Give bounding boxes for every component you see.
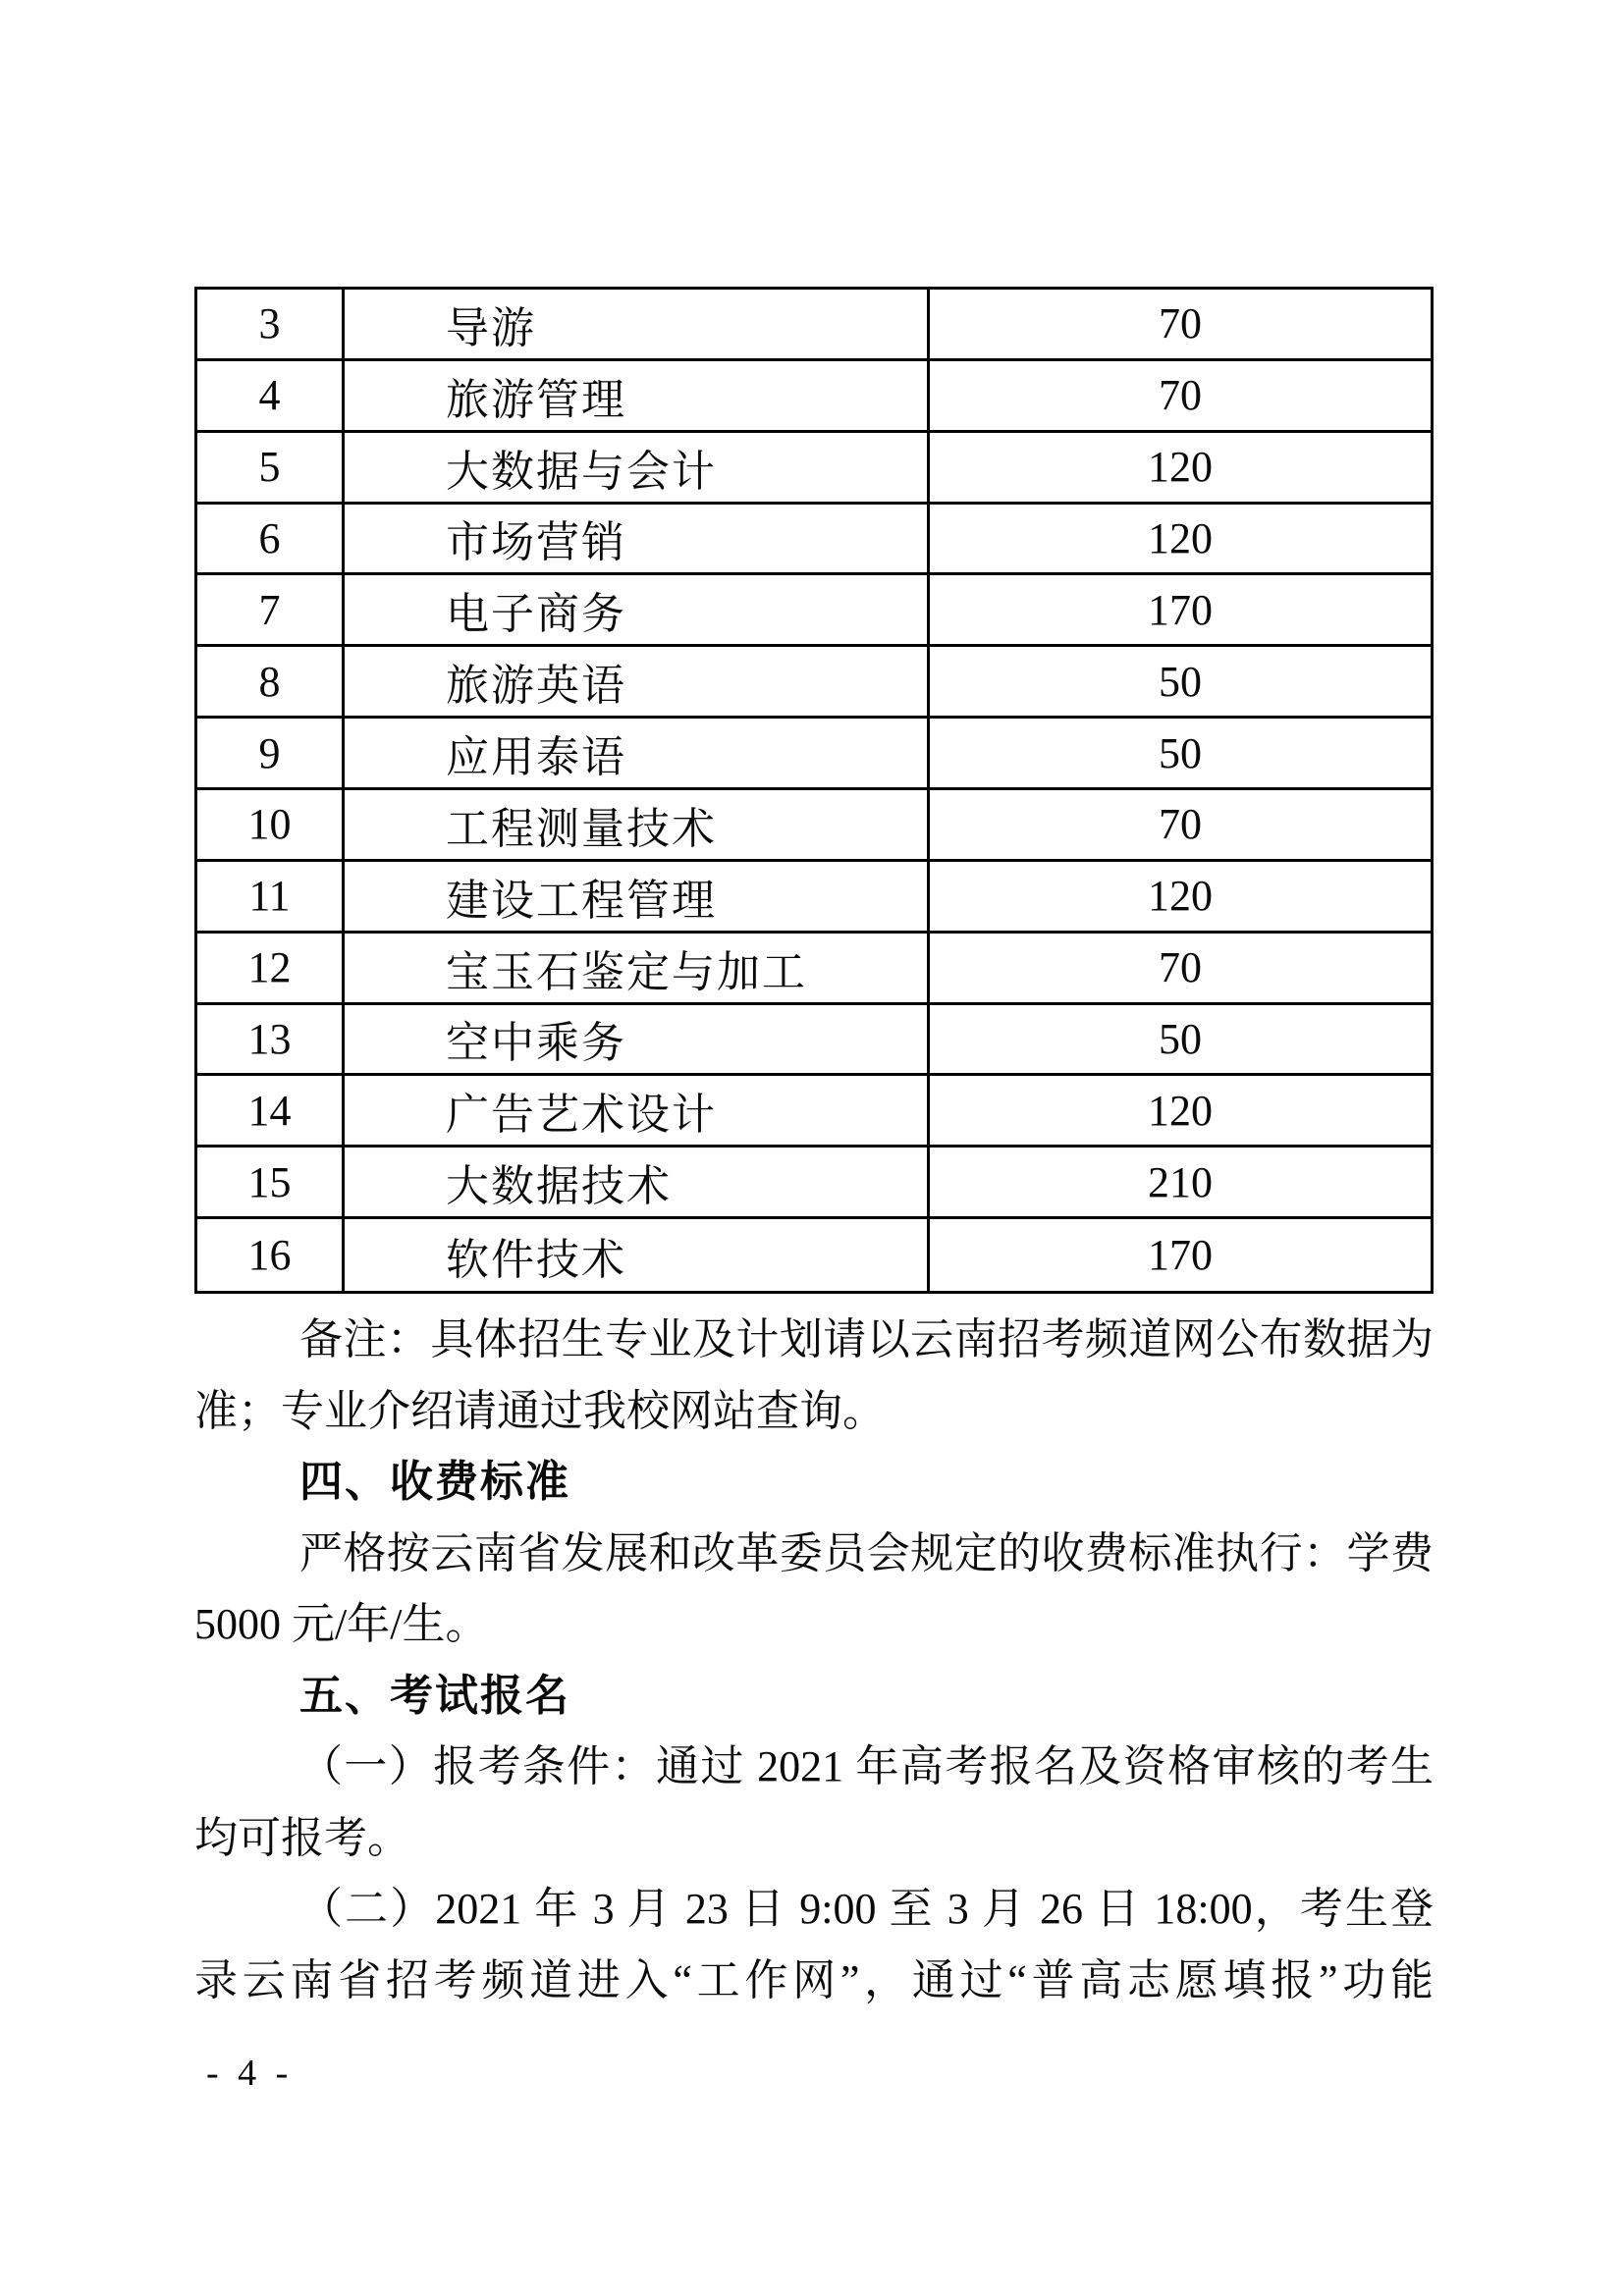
page-number: - 4 - <box>206 2053 294 2094</box>
plan-count-cell: 70 <box>930 790 1431 862</box>
registration-item1-line-2: 均可报考。 <box>194 1813 410 1862</box>
note-line-1: 备注：具体招生专业及计划请以云南招考频道网公布数据为 <box>299 1315 1434 1363</box>
major-name-cell: 工程测量技术 <box>345 790 930 862</box>
major-name-cell: 市场营销 <box>345 505 930 576</box>
row-number-cell: 16 <box>197 1219 345 1291</box>
major-name-cell: 大数据与会计 <box>345 433 930 505</box>
plan-count-cell: 50 <box>930 719 1431 790</box>
major-name-cell: 广告艺术设计 <box>345 1076 930 1148</box>
fees-line-1: 严格按云南省发展和改革委员会规定的收费标准执行：学费 <box>299 1528 1434 1577</box>
plan-count-cell: 120 <box>930 1076 1431 1148</box>
row-number-cell: 7 <box>197 575 345 647</box>
row-number-cell: 9 <box>197 719 345 790</box>
plan-count-cell: 120 <box>930 862 1431 934</box>
registration-item2-line-1: （二）2021 年 3 月 23 日 9:00 至 3 月 26 日 18:00，考生登 <box>299 1885 1434 1933</box>
major-name-cell: 大数据技术 <box>345 1148 930 1219</box>
row-number-cell: 15 <box>197 1148 345 1219</box>
row-number-cell: 14 <box>197 1076 345 1148</box>
major-name-cell: 软件技术 <box>345 1219 930 1291</box>
row-number-cell: 6 <box>197 505 345 576</box>
row-number-cell: 3 <box>197 290 345 361</box>
plan-count-cell: 170 <box>1148 1231 1213 1280</box>
note-line-2: 准；专业介绍请通过我校网站查询。 <box>194 1386 886 1435</box>
row-number-cell: 11 <box>197 862 345 934</box>
major-name-cell: 建设工程管理 <box>345 862 930 934</box>
plan-count-cell: 120 <box>930 505 1431 576</box>
major-name-cell: 导游 <box>345 290 930 361</box>
enrollment-plan-table <box>194 287 1434 1294</box>
plan-count-cell: 50 <box>930 1005 1431 1077</box>
plan-count-cell: 210 <box>930 1148 1431 1219</box>
row-number-cell: 10 <box>197 790 345 862</box>
plan-count-cell: 70 <box>930 934 1431 1005</box>
registration-item2-line-2: 录云南省招考频道进入“工作网”，通过“普高志愿填报”功能 <box>194 1955 1434 2004</box>
fees-line-2: 5000 元/年/生。 <box>194 1600 489 1648</box>
major-name-cell: 宝玉石鉴定与加工 <box>345 934 930 1005</box>
plan-count-cell: 70 <box>930 290 1431 361</box>
plan-count-cell: 70 <box>930 361 1431 433</box>
section-heading-fees: 四、收费标准 <box>299 1458 570 1506</box>
major-name-cell: 旅游英语 <box>345 647 930 719</box>
registration-item1-line-1: （一）报考条件：通过 2021 年高考报名及资格审核的考生 <box>299 1742 1434 1790</box>
row-number-cell: 5 <box>197 433 345 505</box>
major-name-cell: 空中乘务 <box>345 1005 930 1077</box>
major-name-cell: 应用泰语 <box>345 719 930 790</box>
section-heading-registration: 五、考试报名 <box>299 1671 570 1720</box>
plan-count-cell: 50 <box>930 647 1431 719</box>
row-number-cell: 8 <box>197 647 345 719</box>
major-name-cell: 旅游管理 <box>345 361 930 433</box>
plan-count-cell: 120 <box>930 433 1431 505</box>
row-number-cell: 12 <box>197 934 345 1005</box>
plan-count-cell: 170 <box>930 575 1431 647</box>
row-number-cell: 4 <box>197 361 345 433</box>
body-text <box>194 1305 1434 2016</box>
row-number-cell: 13 <box>197 1005 345 1077</box>
major-name-cell: 电子商务 <box>345 575 930 647</box>
